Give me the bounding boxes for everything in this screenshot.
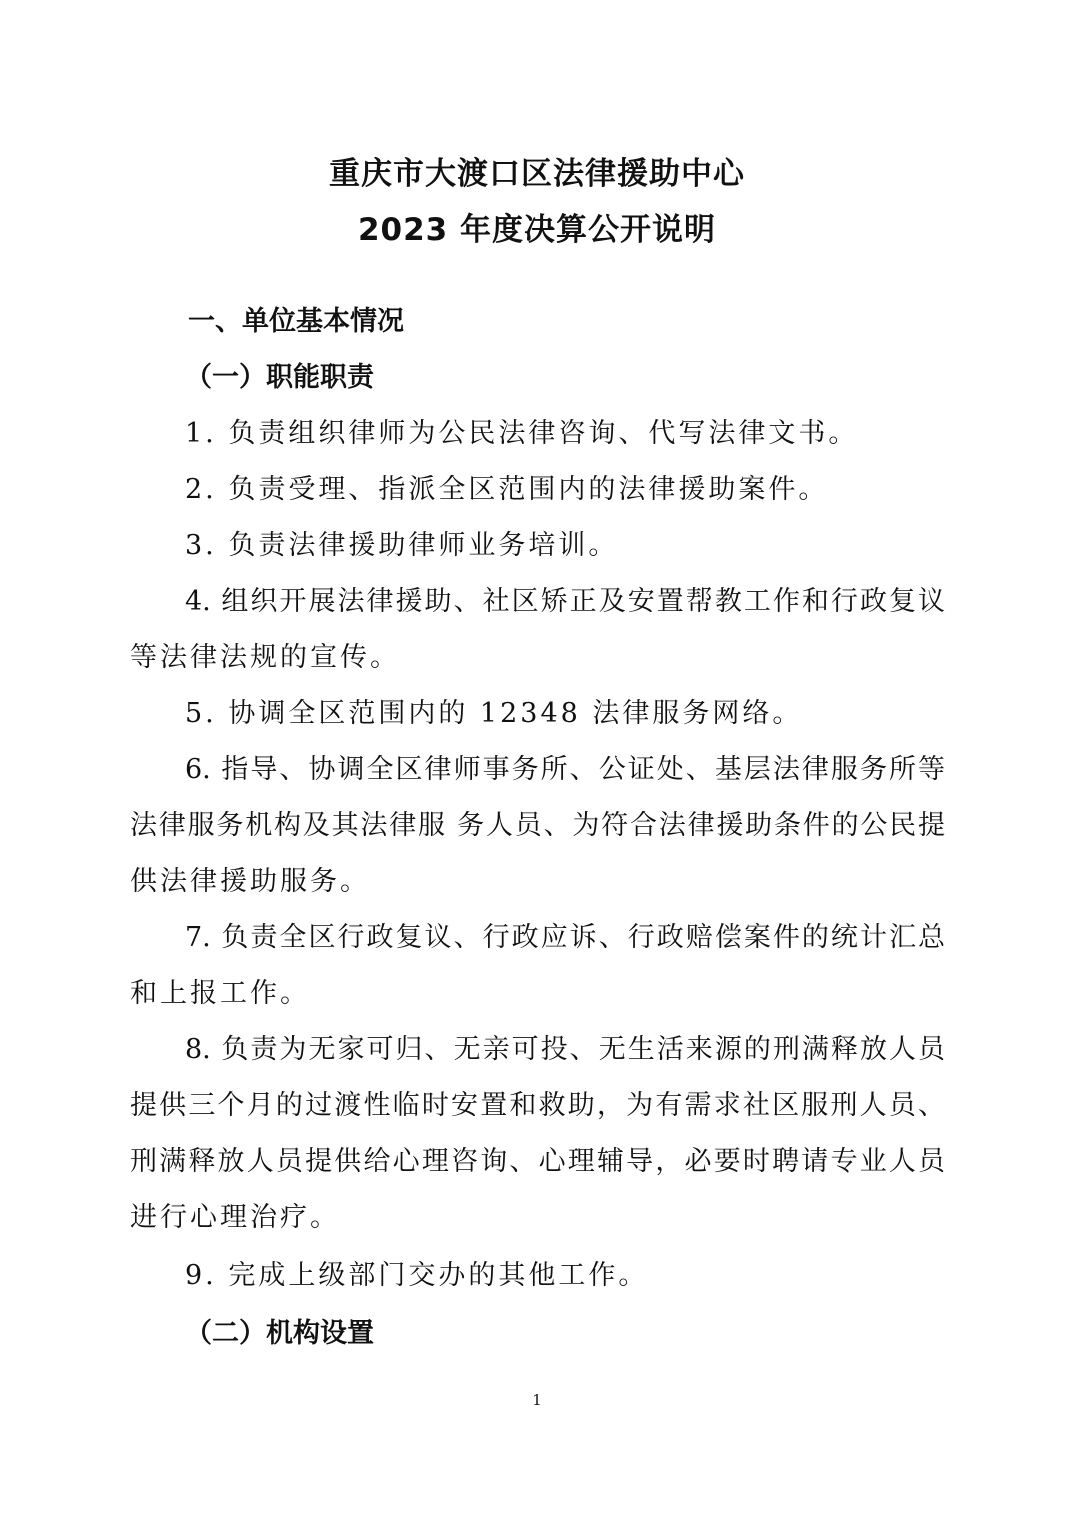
- duty-item-7-line-1: 7. 负责全区行政复议、行政应诉、行政赔偿案件的统计汇总: [185, 922, 945, 953]
- duty-item-4-line-1: 4. 组织开展法律援助、社区矫正及安置帮教工作和行政复议: [185, 586, 945, 617]
- duty-item-5: 5. 协调全区范围内的 12348 法律服务网络。: [185, 698, 803, 729]
- duty-item-8-line-4: 进行心理治疗。: [130, 1202, 340, 1233]
- document-title-line-1: 重庆市大渡口区法律援助中心: [329, 156, 745, 192]
- duty-item-6-line-3: 供法律援助服务。: [130, 866, 370, 897]
- duty-item-9: 9. 完成上级部门交办的其他工作。: [185, 1260, 649, 1291]
- page-number: 1: [532, 1391, 542, 1409]
- duty-item-8-line-1: 8. 负责为无家可归、无亲可投、无生活来源的刑满释放人员: [185, 1034, 945, 1065]
- duty-item-6-line-1: 6. 指导、协调全区律师事务所、公证处、基层法律服务所等: [185, 754, 945, 785]
- duty-item-4-line-2: 等法律法规的宣传。: [130, 642, 400, 673]
- duty-item-2: 2. 负责受理、指派全区范围内的法律援助案件。: [185, 474, 829, 505]
- subsection-heading-organization: （二）机构设置: [185, 1318, 374, 1349]
- subsection-heading-functions: （一）职能职责: [185, 362, 374, 393]
- document-title-line-2: 2023 年度决算公开说明: [357, 212, 717, 248]
- duty-item-8-line-2: 提供三个月的过渡性临时安置和救助，为有需求社区服刑人员、: [130, 1090, 945, 1121]
- duty-item-1: 1. 负责组织律师为公民法律咨询、代写法律文书。: [185, 418, 859, 449]
- section-heading-unit-basics: 一、单位基本情况: [188, 306, 404, 337]
- duty-item-8-line-3: 刑满释放人员提供给心理咨询、心理辅导，必要时聘请专业人员: [130, 1146, 945, 1177]
- duty-item-6-line-2: 法律服务机构及其法律服 务人员、为符合法律援助条件的公民提: [130, 810, 945, 841]
- duty-item-7-line-2: 和上报工作。: [130, 978, 310, 1009]
- duty-item-3: 3. 负责法律援助律师业务培训。: [185, 530, 619, 561]
